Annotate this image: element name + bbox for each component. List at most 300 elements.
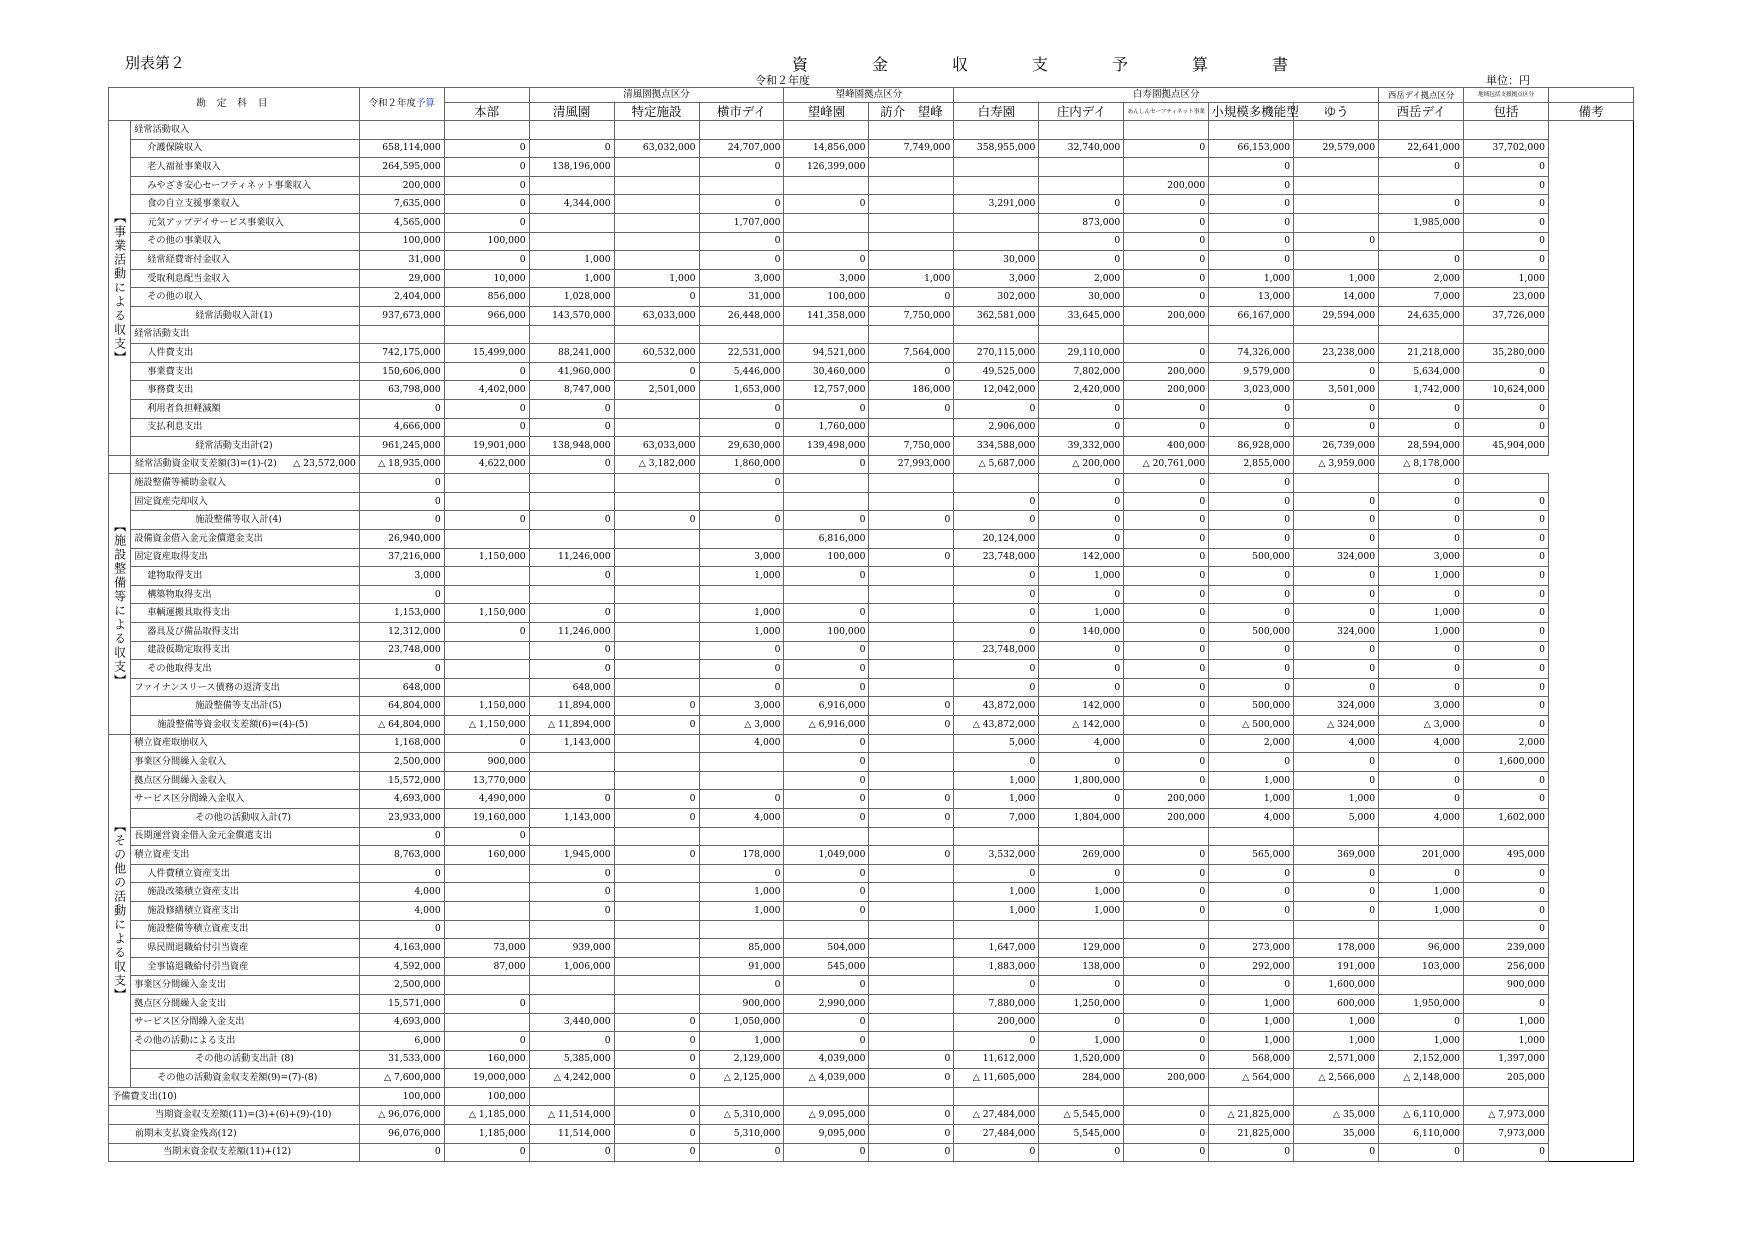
value-cell: 31,000	[359, 251, 444, 270]
value-cell: 324,000	[1294, 623, 1379, 642]
row-label: 施設修繕積立資産支出	[131, 901, 360, 920]
value-cell: 37,726,000	[1464, 306, 1549, 325]
value-cell	[614, 920, 699, 939]
value-cell: △ 64,804,000	[359, 716, 444, 735]
column-header: あんしんセーフティネット事業	[1124, 103, 1209, 121]
value-cell	[869, 994, 954, 1013]
table-row	[109, 716, 1634, 735]
value-cell: 14,000	[1294, 288, 1379, 307]
table-row	[109, 121, 1634, 140]
value-cell: 4,000	[699, 808, 784, 827]
value-cell: △ 3,182,000	[614, 455, 699, 474]
value-cell: 1,000	[614, 269, 699, 288]
row-label: 拠点区分間繰入金支出	[131, 994, 360, 1013]
value-cell	[869, 901, 954, 920]
value-cell: 0	[784, 455, 869, 474]
value-cell	[1464, 325, 1549, 344]
value-cell	[444, 325, 529, 344]
value-cell: 0	[1124, 771, 1209, 790]
value-cell: 0	[699, 195, 784, 214]
value-cell: 7,000	[954, 808, 1039, 827]
value-cell: 103,000	[1379, 957, 1464, 976]
value-cell: 178,000	[699, 846, 784, 865]
value-cell	[699, 920, 784, 939]
value-cell	[614, 585, 699, 604]
table-row	[109, 158, 1634, 177]
value-cell: △ 2,148,000	[1379, 1069, 1464, 1088]
value-cell: 0	[529, 511, 614, 530]
row-label: 事業費支出	[131, 362, 360, 381]
value-cell: 20,124,000	[954, 530, 1039, 549]
value-cell: 0	[359, 1143, 444, 1162]
table-row	[109, 1032, 1634, 1051]
value-cell: 0	[1039, 232, 1124, 251]
value-cell	[529, 213, 614, 232]
value-cell: 0	[614, 1013, 699, 1032]
value-cell: 100,000	[784, 288, 869, 307]
value-cell: 35,000	[1294, 1125, 1379, 1144]
value-cell: 87,000	[444, 957, 529, 976]
value-cell: 0	[869, 548, 954, 567]
table-row	[109, 827, 1634, 846]
value-cell: 0	[359, 399, 444, 418]
value-cell: 3,000	[784, 269, 869, 288]
value-cell: 0	[954, 623, 1039, 642]
value-cell: 0	[1124, 976, 1209, 995]
value-cell	[954, 474, 1039, 493]
value-cell: 1,143,000	[529, 808, 614, 827]
value-cell: 0	[1464, 604, 1549, 623]
value-cell: 0	[1209, 213, 1294, 232]
value-cell: 0	[1209, 176, 1294, 195]
value-cell: 0	[1124, 1125, 1209, 1144]
value-cell: 0	[1294, 418, 1379, 437]
value-cell	[869, 939, 954, 958]
table-row	[109, 1106, 1634, 1125]
value-cell: △ 11,605,000	[954, 1069, 1039, 1088]
value-cell: 0	[1209, 678, 1294, 697]
row-label: 拠点区分間繰入金収入	[131, 771, 360, 790]
value-cell: 0	[1464, 920, 1549, 939]
value-cell: 0	[614, 1050, 699, 1069]
value-cell: 91,000	[699, 957, 784, 976]
value-cell: 7,749,000	[869, 139, 954, 158]
value-cell: 0	[444, 623, 529, 642]
row-label: 設備資金借入金元金償還金支出	[131, 530, 360, 549]
value-cell: 3,023,000	[1209, 381, 1294, 400]
value-cell	[444, 660, 529, 679]
value-cell: 200,000	[1124, 790, 1209, 809]
value-cell: 142,000	[1039, 697, 1124, 716]
value-cell: 100,000	[784, 548, 869, 567]
table-row	[109, 511, 1634, 530]
table-row	[109, 567, 1634, 586]
value-cell	[614, 976, 699, 995]
value-cell: 0	[784, 883, 869, 902]
table-row	[109, 325, 1634, 344]
value-cell: 27,993,000	[869, 455, 954, 474]
value-cell: 0	[614, 1125, 699, 1144]
row-label: 利用者負担軽減額	[131, 399, 360, 418]
value-cell: 0	[699, 660, 784, 679]
value-cell: 3,000	[699, 269, 784, 288]
row-label: 受取利息配当金収入	[131, 269, 360, 288]
value-cell	[529, 994, 614, 1013]
value-cell: 1,000	[1379, 901, 1464, 920]
value-cell: 1,000	[1209, 269, 1294, 288]
value-cell: 4,344,000	[529, 195, 614, 214]
value-cell	[444, 567, 529, 586]
value-cell: 15,499,000	[444, 344, 529, 363]
value-cell: 0	[1294, 753, 1379, 772]
value-cell: 1,168,000	[359, 734, 444, 753]
value-cell: 0	[954, 585, 1039, 604]
value-cell: 12,312,000	[359, 623, 444, 642]
value-cell	[1209, 827, 1294, 846]
row-label: 構築物取得支出	[131, 585, 360, 604]
value-cell: 0	[444, 213, 529, 232]
row-label: 老人福祉事業収入	[131, 158, 360, 177]
value-cell: 504,000	[784, 939, 869, 958]
value-cell: 0	[869, 288, 954, 307]
row-label: 施設整備等補助金収入	[131, 474, 360, 493]
row-label: 経常活動資金収支差額(3)=(1)-(2)	[109, 455, 131, 474]
table-row	[109, 399, 1634, 418]
column-header: 本部	[444, 103, 529, 121]
value-cell: △ 4,039,000	[784, 1069, 869, 1088]
value-cell	[444, 1013, 529, 1032]
value-cell: 0	[1294, 771, 1379, 790]
value-cell	[614, 864, 699, 883]
value-cell: 0	[529, 455, 614, 474]
value-cell: 0	[1039, 753, 1124, 772]
value-cell: 28,594,000	[1379, 437, 1464, 456]
value-cell: 5,000	[1294, 808, 1379, 827]
value-cell: 0	[614, 1106, 699, 1125]
value-cell	[869, 325, 954, 344]
value-cell: 324,000	[1294, 548, 1379, 567]
value-cell: 0	[1209, 530, 1294, 549]
value-cell: 200,000	[359, 176, 444, 195]
value-cell	[954, 176, 1039, 195]
value-cell	[869, 530, 954, 549]
value-cell: 0	[1209, 251, 1294, 270]
value-cell: 362,581,000	[954, 306, 1039, 325]
value-cell: 0	[1124, 399, 1209, 418]
value-cell	[954, 121, 1039, 140]
value-cell: 23,748,000	[954, 548, 1039, 567]
row-label: その他の活動収入計(7)	[131, 808, 360, 827]
value-cell: △ 20,761,000	[1124, 455, 1209, 474]
section-label: 【事業活動による収支】	[109, 121, 131, 456]
value-cell: 0	[1464, 678, 1549, 697]
value-cell: 0	[1124, 195, 1209, 214]
table-row	[109, 362, 1634, 381]
value-cell: 138,196,000	[529, 158, 614, 177]
value-cell: 270,115,000	[954, 344, 1039, 363]
value-cell: 1,000	[1039, 1032, 1124, 1051]
value-cell: △ 11,894,000	[529, 716, 614, 735]
group-nishidake: 西岳デイ拠点区分	[1379, 88, 1464, 103]
table-row	[109, 790, 1634, 809]
value-cell: 4,592,000	[359, 957, 444, 976]
value-cell	[614, 474, 699, 493]
value-cell: 0	[1294, 864, 1379, 883]
budget-table	[108, 87, 1634, 1162]
value-cell	[869, 604, 954, 623]
value-cell: 0	[1209, 418, 1294, 437]
value-cell: 6,916,000	[784, 697, 869, 716]
value-cell	[1209, 920, 1294, 939]
value-cell: 0	[359, 827, 444, 846]
value-cell: 22,531,000	[699, 344, 784, 363]
value-cell: 0	[1124, 1032, 1209, 1051]
value-cell: 0	[784, 1032, 869, 1051]
value-cell	[1379, 176, 1464, 195]
value-cell: 0	[784, 1143, 869, 1162]
value-cell: 1,000	[1294, 1013, 1379, 1032]
value-cell	[444, 883, 529, 902]
value-cell: 0	[1379, 418, 1464, 437]
value-cell: 0	[1039, 399, 1124, 418]
table-row	[109, 306, 1634, 325]
value-cell	[444, 901, 529, 920]
value-cell: 0	[444, 176, 529, 195]
value-cell: 742,175,000	[359, 344, 444, 363]
value-cell: 0	[1209, 864, 1294, 883]
value-cell: 3,000	[1379, 697, 1464, 716]
value-cell: 96,076,000	[359, 1125, 444, 1144]
value-cell: 0	[529, 1143, 614, 1162]
value-cell: 0	[529, 883, 614, 902]
value-cell: 0	[699, 976, 784, 995]
value-cell: 129,000	[1039, 939, 1124, 958]
value-cell: 1,000	[1379, 623, 1464, 642]
value-cell: 22,641,000	[1379, 139, 1464, 158]
value-cell: 0	[784, 808, 869, 827]
value-cell: 35,280,000	[1464, 344, 1549, 363]
value-cell	[444, 641, 529, 660]
column-header: 庄内デイ	[1039, 103, 1124, 121]
value-cell: 939,000	[529, 939, 614, 958]
value-cell: 0	[699, 399, 784, 418]
value-cell: 0	[784, 771, 869, 790]
value-cell: 0	[1464, 399, 1549, 418]
value-cell: 0	[869, 1050, 954, 1069]
value-cell	[699, 121, 784, 140]
value-cell	[1124, 920, 1209, 939]
value-cell: 500,000	[1209, 623, 1294, 642]
value-cell	[614, 251, 699, 270]
value-cell	[784, 920, 869, 939]
value-cell	[1039, 1087, 1124, 1106]
value-cell: △ 27,484,000	[954, 1106, 1039, 1125]
value-cell: 200,000	[1124, 306, 1209, 325]
value-cell: 2,420,000	[1039, 381, 1124, 400]
value-cell: 160,000	[444, 1050, 529, 1069]
value-cell: 2,000	[1039, 269, 1124, 288]
value-cell	[1039, 325, 1124, 344]
value-cell: 0	[1294, 901, 1379, 920]
row-label: 当期末資金収支差額(11)+(12)	[109, 1143, 360, 1162]
value-cell: 4,000	[359, 883, 444, 902]
value-cell: 1,000	[954, 790, 1039, 809]
table-row	[109, 697, 1634, 716]
value-cell	[1294, 251, 1379, 270]
value-cell: 0	[869, 1069, 954, 1088]
value-cell: 7,750,000	[869, 306, 954, 325]
value-cell: 3,440,000	[529, 1013, 614, 1032]
value-cell	[784, 827, 869, 846]
value-cell: △ 7,600,000	[359, 1069, 444, 1088]
value-cell	[614, 957, 699, 976]
row-label: 積立資産取崩収入	[131, 734, 360, 753]
value-cell: 0	[1124, 1106, 1209, 1125]
value-cell	[614, 232, 699, 251]
value-cell: 11,514,000	[529, 1125, 614, 1144]
value-cell: 11,894,000	[529, 697, 614, 716]
value-cell: 2,404,000	[359, 288, 444, 307]
value-cell: 41,960,000	[529, 362, 614, 381]
value-cell: 0	[529, 399, 614, 418]
value-cell: 0	[614, 1143, 699, 1162]
value-cell: 24,635,000	[1379, 306, 1464, 325]
table-row	[109, 901, 1634, 920]
value-cell: 100,000	[359, 1087, 444, 1106]
value-cell: 100,000	[444, 232, 529, 251]
table-row	[109, 492, 1634, 511]
value-cell: 4,000	[1209, 808, 1294, 827]
value-cell: 11,612,000	[954, 1050, 1039, 1069]
value-cell	[699, 530, 784, 549]
value-cell	[614, 827, 699, 846]
value-cell: 5,545,000	[1039, 1125, 1124, 1144]
value-cell	[869, 1087, 954, 1106]
value-cell: 0	[614, 511, 699, 530]
table-row	[109, 1125, 1634, 1144]
value-cell: 0	[1379, 399, 1464, 418]
value-cell: 0	[444, 139, 529, 158]
value-cell	[1209, 325, 1294, 344]
value-cell: 0	[444, 994, 529, 1013]
value-cell: 0	[784, 251, 869, 270]
value-cell: 0	[1124, 213, 1209, 232]
value-cell: 0	[869, 716, 954, 735]
row-label: 支払利息支出	[131, 418, 360, 437]
value-cell: 39,332,000	[1039, 437, 1124, 456]
value-cell: 2,855,000	[1209, 455, 1294, 474]
value-cell: 5,310,000	[699, 1125, 784, 1144]
value-cell: 0	[1209, 604, 1294, 623]
value-cell: 1,000	[1464, 1032, 1549, 1051]
value-cell: 0	[1464, 511, 1549, 530]
value-cell	[869, 418, 954, 437]
value-cell: 0	[614, 1032, 699, 1051]
row-label: 施設整備等支出計(5)	[131, 697, 360, 716]
value-cell	[869, 492, 954, 511]
table-row	[109, 1069, 1634, 1088]
value-cell	[784, 325, 869, 344]
row-label: その他の活動資金収支差額(9)=(7)-(8)	[131, 1069, 360, 1088]
value-cell: 1,150,000	[444, 548, 529, 567]
row-label: 長期運営資金借入金元金償還支出	[131, 827, 360, 846]
value-cell: △ 5,310,000	[699, 1106, 784, 1125]
value-cell: 0	[1379, 530, 1464, 549]
value-cell: 0	[1039, 678, 1124, 697]
value-cell	[444, 530, 529, 549]
value-cell: 4,000	[1379, 734, 1464, 753]
value-cell	[359, 325, 444, 344]
value-cell: 0	[1294, 567, 1379, 586]
value-cell: 200,000	[1124, 808, 1209, 827]
value-cell: 0	[444, 158, 529, 177]
row-label: 器具及び備品取得支出	[131, 623, 360, 642]
value-cell: 0	[699, 678, 784, 697]
value-cell: 29,630,000	[699, 437, 784, 456]
value-cell: 29,594,000	[1294, 306, 1379, 325]
value-cell	[1379, 121, 1464, 140]
value-cell: 73,000	[444, 939, 529, 958]
value-cell	[614, 418, 699, 437]
value-cell: 1,000	[699, 604, 784, 623]
value-cell	[614, 530, 699, 549]
value-cell: 45,904,000	[1464, 437, 1549, 456]
value-cell: 0	[1379, 660, 1464, 679]
value-cell: 6,816,000	[784, 530, 869, 549]
value-cell: 150,606,000	[359, 362, 444, 381]
value-cell	[869, 920, 954, 939]
value-cell: 2,501,000	[614, 381, 699, 400]
value-cell: 0	[614, 1069, 699, 1088]
value-cell	[614, 1087, 699, 1106]
table-row	[109, 530, 1634, 549]
value-cell: 0	[1379, 195, 1464, 214]
value-cell	[614, 492, 699, 511]
value-cell: 0	[1464, 901, 1549, 920]
column-header: 望峰園	[784, 103, 869, 121]
value-cell: 4,402,000	[444, 381, 529, 400]
value-cell	[869, 195, 954, 214]
table-row	[109, 213, 1634, 232]
value-cell	[614, 753, 699, 772]
value-cell: 15,571,000	[359, 994, 444, 1013]
value-cell	[614, 623, 699, 642]
value-cell	[869, 158, 954, 177]
value-cell: 0	[359, 474, 444, 493]
value-cell: 1,653,000	[699, 381, 784, 400]
value-cell	[614, 325, 699, 344]
value-cell: 126,399,000	[784, 158, 869, 177]
value-cell: 1,000	[1209, 771, 1294, 790]
value-cell	[954, 158, 1039, 177]
row-label: 県民間退職給付引当資産	[131, 939, 360, 958]
value-cell: △ 7,973,000	[1464, 1106, 1549, 1125]
value-cell: 96,000	[1379, 939, 1464, 958]
value-cell: 4,666,000	[359, 418, 444, 437]
value-cell: 0	[1124, 232, 1209, 251]
value-cell: 0	[869, 790, 954, 809]
value-cell: 138,000	[1039, 957, 1124, 976]
value-cell: 10,000	[444, 269, 529, 288]
value-cell	[614, 604, 699, 623]
value-cell: 0	[699, 474, 784, 493]
value-cell: 0	[784, 399, 869, 418]
value-cell: 0	[359, 585, 444, 604]
value-cell: 0	[1209, 567, 1294, 586]
value-cell	[614, 195, 699, 214]
row-label: 食の自立支援事業収入	[131, 195, 360, 214]
value-cell: 0	[1124, 641, 1209, 660]
